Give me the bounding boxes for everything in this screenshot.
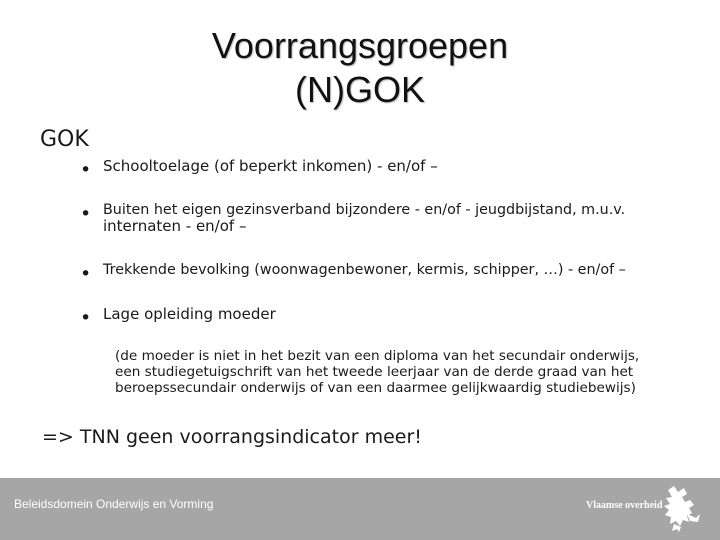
footer-bar — [0, 478, 720, 540]
lion-icon — [654, 484, 710, 534]
bullet-item — [76, 305, 683, 329]
title-line-2: (N)GOK — [295, 69, 425, 110]
note-paragraph — [115, 348, 685, 396]
bullet-text: Schooltoelage (of beperkt inkomen) - en/of – — [103, 157, 438, 175]
bullet-dot-icon: • — [80, 263, 92, 285]
bullet-text: Buiten het eigen gezinsverband bijzondere - en/of - jeugdbijstand, m.u.v. — [103, 202, 626, 218]
bullet-text: Lage opleiding moeder — [103, 305, 276, 323]
footer-brand-text: Vlaamse overheid — [586, 500, 663, 511]
footer-department-text: Beleidsdomein Onderwijs en Vorming — [14, 497, 214, 511]
bullet-dot-icon: • — [80, 159, 92, 181]
conclusion-text: => TNN geen voorrangsindicator meer! — [42, 426, 422, 448]
bullet-item — [76, 202, 683, 234]
bullet-item — [76, 262, 683, 285]
title-line-1: Voorrangsgroepen — [211, 25, 509, 66]
bullet-text-continued: internaten - en/of – — [103, 217, 247, 235]
note-line-1: (de moeder is niet in het bezit van een diploma van het secundair onderwijs, — [115, 348, 640, 364]
note-line-2: een studiegetuigschrift van het tweede leerjaar van de derde graad van het — [115, 364, 634, 380]
slide-title — [0, 24, 720, 112]
bullet-text: Trekkende bevolking (woonwagenbewoner, kermis, schipper, …) - en/of – — [103, 262, 626, 278]
bullet-dot-icon: • — [80, 307, 92, 329]
note-line-3: beroepssecundair onderwijs of van een daarmee gelijkwaardig studiebewijs) — [115, 380, 636, 396]
section-label: GOK — [40, 127, 89, 152]
bullet-dot-icon: • — [80, 203, 92, 225]
bullet-item — [76, 157, 683, 181]
